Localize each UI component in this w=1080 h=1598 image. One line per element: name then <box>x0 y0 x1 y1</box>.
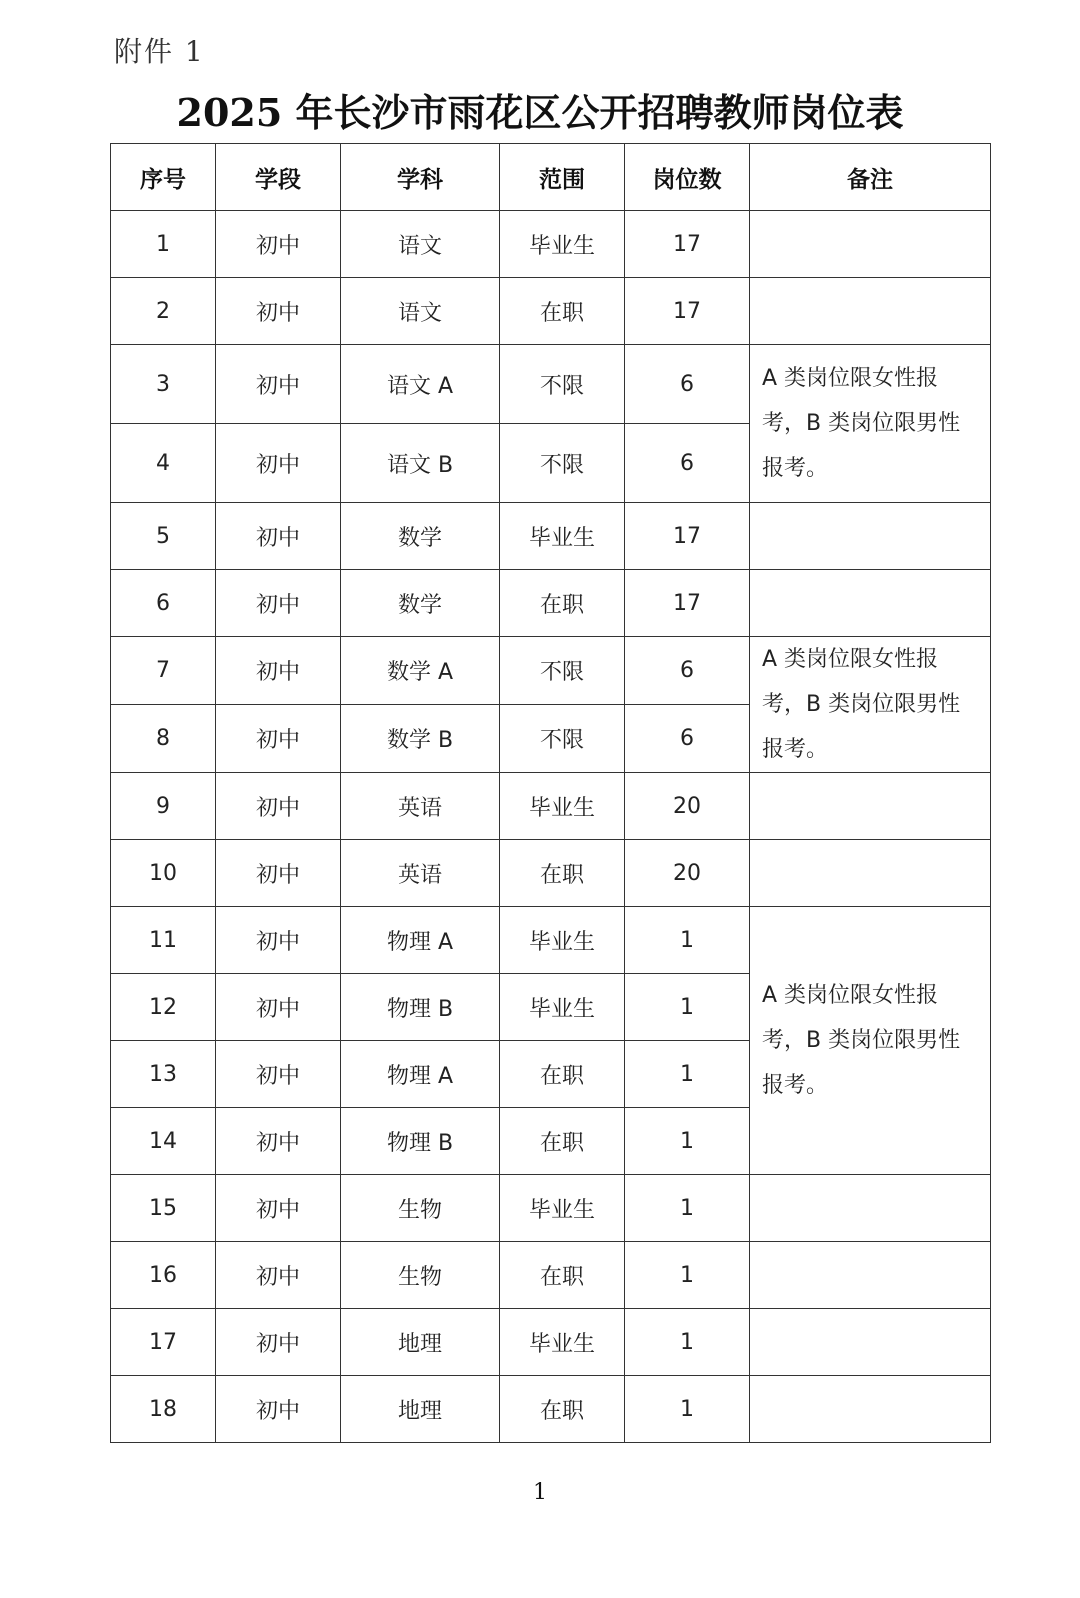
header-count: 岗位数 <box>625 144 750 211</box>
cell-subject: 数学 <box>341 503 500 570</box>
cell-count: 1 <box>625 1041 750 1108</box>
cell-scope: 不限 <box>500 424 625 503</box>
cell-remarks-math-ab: A 类岗位限女性报考，B 类岗位限男性报考。 <box>750 637 991 773</box>
position-table <box>110 143 991 1443</box>
header-stage: 学段 <box>216 144 341 211</box>
cell-no: 8 <box>111 705 216 773</box>
cell-subject: 英语 <box>341 840 500 907</box>
table-row <box>111 503 991 570</box>
cell-count: 6 <box>625 345 750 424</box>
cell-scope: 在职 <box>500 1108 625 1175</box>
table-row <box>111 278 991 345</box>
header-remarks: 备注 <box>750 144 991 211</box>
cell-count: 20 <box>625 773 750 840</box>
cell-scope: 毕业生 <box>500 974 625 1041</box>
cell-scope: 不限 <box>500 345 625 424</box>
header-subject: 学科 <box>341 144 500 211</box>
cell-remarks <box>750 1175 991 1242</box>
cell-remarks <box>750 570 991 637</box>
cell-count: 6 <box>625 637 750 705</box>
cell-stage: 初中 <box>216 345 341 424</box>
cell-subject: 地理 <box>341 1376 500 1443</box>
cell-stage: 初中 <box>216 773 341 840</box>
cell-count: 17 <box>625 503 750 570</box>
cell-stage: 初中 <box>216 278 341 345</box>
table-row <box>111 1242 991 1309</box>
cell-remarks <box>750 211 991 278</box>
cell-count: 1 <box>625 974 750 1041</box>
table-row <box>111 773 991 840</box>
cell-no: 17 <box>111 1309 216 1376</box>
cell-scope: 在职 <box>500 1376 625 1443</box>
cell-no: 1 <box>111 211 216 278</box>
cell-no: 14 <box>111 1108 216 1175</box>
cell-remarks <box>750 278 991 345</box>
cell-count: 1 <box>625 1309 750 1376</box>
cell-no: 6 <box>111 570 216 637</box>
cell-remarks <box>750 1376 991 1443</box>
cell-scope: 在职 <box>500 1041 625 1108</box>
cell-no: 4 <box>111 424 216 503</box>
cell-scope: 在职 <box>500 840 625 907</box>
cell-remarks <box>750 1309 991 1376</box>
cell-subject: 生物 <box>341 1242 500 1309</box>
cell-scope: 不限 <box>500 637 625 705</box>
cell-stage: 初中 <box>216 637 341 705</box>
table-row <box>111 570 991 637</box>
header-no: 序号 <box>111 144 216 211</box>
cell-subject: 英语 <box>341 773 500 840</box>
cell-stage: 初中 <box>216 503 341 570</box>
cell-remarks <box>750 840 991 907</box>
cell-remarks-chinese-ab: A 类岗位限女性报考，B 类岗位限男性报考。 <box>750 345 991 503</box>
cell-no: 12 <box>111 974 216 1041</box>
cell-no: 10 <box>111 840 216 907</box>
cell-count: 1 <box>625 1108 750 1175</box>
cell-count: 1 <box>625 907 750 974</box>
cell-subject: 生物 <box>341 1175 500 1242</box>
cell-remarks <box>750 773 991 840</box>
table-row <box>111 1376 991 1443</box>
cell-remarks <box>750 1242 991 1309</box>
cell-scope: 毕业生 <box>500 907 625 974</box>
cell-stage: 初中 <box>216 840 341 907</box>
table-row <box>111 1175 991 1242</box>
cell-stage: 初中 <box>216 211 341 278</box>
cell-count: 17 <box>625 211 750 278</box>
table-row <box>111 907 991 974</box>
cell-scope: 在职 <box>500 278 625 345</box>
cell-no: 3 <box>111 345 216 424</box>
cell-subject: 语文 A <box>341 345 500 424</box>
cell-stage: 初中 <box>216 1309 341 1376</box>
page-title: 2025 年长沙市雨花区公开招聘教师岗位表 <box>176 90 904 135</box>
table-header-row <box>111 144 991 211</box>
cell-scope: 在职 <box>500 570 625 637</box>
cell-subject: 语文 <box>341 211 500 278</box>
cell-count: 1 <box>625 1242 750 1309</box>
cell-count: 17 <box>625 570 750 637</box>
cell-scope: 不限 <box>500 705 625 773</box>
cell-no: 15 <box>111 1175 216 1242</box>
cell-subject: 语文 <box>341 278 500 345</box>
cell-stage: 初中 <box>216 974 341 1041</box>
table-row <box>111 1309 991 1376</box>
table-row <box>111 637 991 705</box>
cell-no: 5 <box>111 503 216 570</box>
cell-stage: 初中 <box>216 570 341 637</box>
cell-subject: 物理 B <box>341 974 500 1041</box>
cell-stage: 初中 <box>216 1175 341 1242</box>
cell-subject: 数学 <box>341 570 500 637</box>
cell-count: 1 <box>625 1376 750 1443</box>
cell-remarks-physics-ab: A 类岗位限女性报考，B 类岗位限男性报考。 <box>750 907 991 1175</box>
cell-remarks <box>750 503 991 570</box>
cell-stage: 初中 <box>216 1376 341 1443</box>
cell-scope: 在职 <box>500 1242 625 1309</box>
cell-stage: 初中 <box>216 1242 341 1309</box>
cell-count: 17 <box>625 278 750 345</box>
cell-subject: 物理 B <box>341 1108 500 1175</box>
cell-count: 1 <box>625 1175 750 1242</box>
table-row <box>111 211 991 278</box>
page-number: 1 <box>533 1480 547 1505</box>
cell-stage: 初中 <box>216 705 341 773</box>
header-scope: 范围 <box>500 144 625 211</box>
cell-subject: 地理 <box>341 1309 500 1376</box>
cell-no: 9 <box>111 773 216 840</box>
table-row <box>111 345 991 424</box>
cell-no: 18 <box>111 1376 216 1443</box>
cell-subject: 物理 A <box>341 907 500 974</box>
cell-count: 6 <box>625 424 750 503</box>
cell-scope: 毕业生 <box>500 503 625 570</box>
attachment-label: 附件 1 <box>114 35 205 68</box>
cell-no: 13 <box>111 1041 216 1108</box>
cell-no: 11 <box>111 907 216 974</box>
cell-no: 16 <box>111 1242 216 1309</box>
cell-scope: 毕业生 <box>500 1309 625 1376</box>
cell-subject: 数学 B <box>341 705 500 773</box>
cell-stage: 初中 <box>216 907 341 974</box>
cell-subject: 数学 A <box>341 637 500 705</box>
cell-stage: 初中 <box>216 1108 341 1175</box>
cell-stage: 初中 <box>216 1041 341 1108</box>
cell-scope: 毕业生 <box>500 773 625 840</box>
cell-scope: 毕业生 <box>500 1175 625 1242</box>
cell-count: 20 <box>625 840 750 907</box>
cell-scope: 毕业生 <box>500 211 625 278</box>
table-row <box>111 840 991 907</box>
cell-no: 2 <box>111 278 216 345</box>
cell-subject: 物理 A <box>341 1041 500 1108</box>
cell-subject: 语文 B <box>341 424 500 503</box>
cell-stage: 初中 <box>216 424 341 503</box>
cell-count: 6 <box>625 705 750 773</box>
cell-no: 7 <box>111 637 216 705</box>
